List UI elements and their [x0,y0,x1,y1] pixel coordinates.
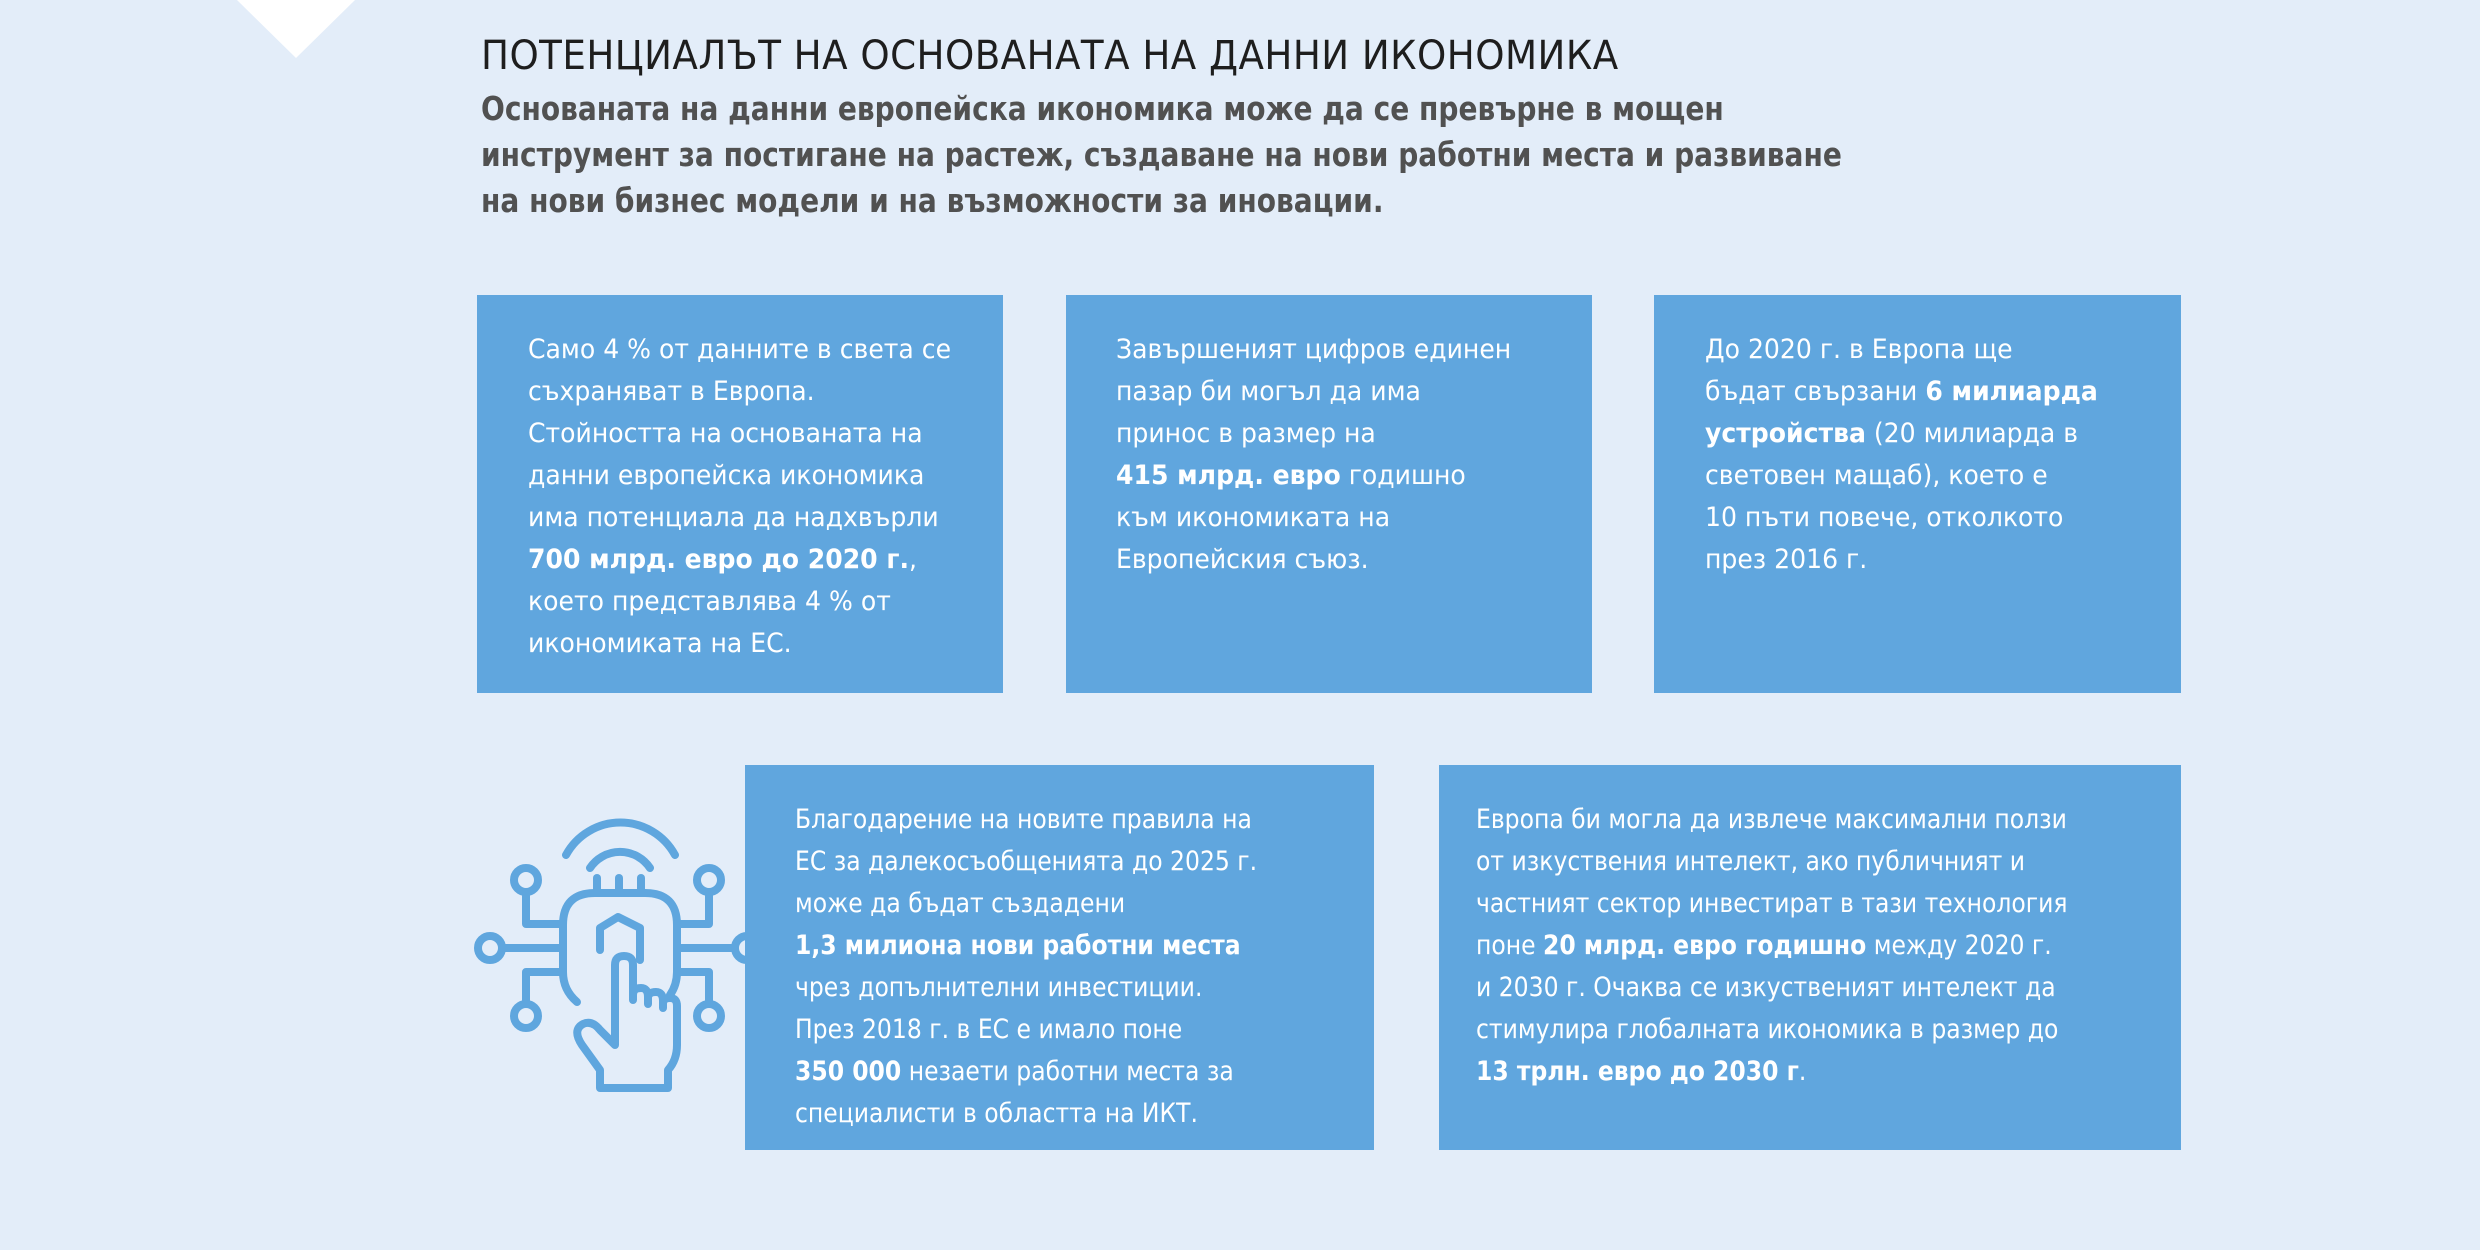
highlight-figure: 350 000 [795,1056,902,1087]
highlight-figure: 700 млрд. евро до 2020 г. [528,544,910,575]
touch-chip-icon [470,785,760,1100]
stat-card-connected-devices [1654,295,2181,693]
header [481,28,2201,224]
highlight-figure: 1,3 милиона нови работни места [795,930,1241,961]
stat-card-telecom-jobs [745,765,1374,1150]
corner-triangle-decoration [237,0,355,58]
stat-card-data-storage [477,295,1003,693]
page-title: ПОТЕНЦИАЛЪТ НА ОСНОВАНАТА НА ДАННИ ИКОНОМИКА [481,33,1619,79]
card-text: Завършеният цифров единен пазар би могъл да има принос в размер на 415 млрд. евро годишно към икономиката на Европейския съюз. [1116,334,1512,575]
highlight-figure: устройства [1705,418,1866,449]
page-subtitle: Основаната на данни европейска икономика може да се превърне в мощен инструмент за постигане на растеж, създаване на нови работни места и развиване на нови бизнес модели и на възможности за иновации. [481,89,1842,220]
highlight-figure: 13 трлн. евро до 2030 г [1476,1056,1799,1087]
highlight-figure: 6 милиарда [1925,376,2098,407]
stat-card-digital-single-market [1066,295,1592,693]
card-text: Европа би могла да извлече максимални ползи от изкуствения интелект, ако публичният и частният сектор инвестират в тази технология поне 20 млрд. евро годишно между 2020 г. и 2030 г. Очаква се изкуственият интелект да стимулира глобалната икономика в размер до 13 трлн. евро до 2030 г. [1476,804,2068,1087]
highlight-figure: 415 млрд. евро [1116,460,1341,491]
card-text: До 2020 г. в Европа ще бъдат свързани 6 милиарда устройства (20 милиарда в световен мащаб), което е 10 пъти повече, отколкото през 2016 г. [1705,334,2098,575]
stat-card-artificial-intelligence [1439,765,2181,1150]
card-text: Само 4 % от данните в света се съхраняват в Европа. Стойността на основаната на данни европейска икономика има потенциала да надхвърли 700 млрд. евро до 2020 г., което представлява 4 % от икономиката на ЕС. [528,334,952,659]
card-text: Благодарение на новите правила на ЕС за далекосъобщенията до 2025 г. може да бъдат създадени 1,3 милиона нови работни места чрез допълнителни инвестиции. През 2018 г. в ЕС е имало поне 350 000 незаети работни места за специалисти в областта на ИКТ. [795,804,1258,1129]
highlight-figure: 20 млрд. евро годишно [1543,930,1867,961]
